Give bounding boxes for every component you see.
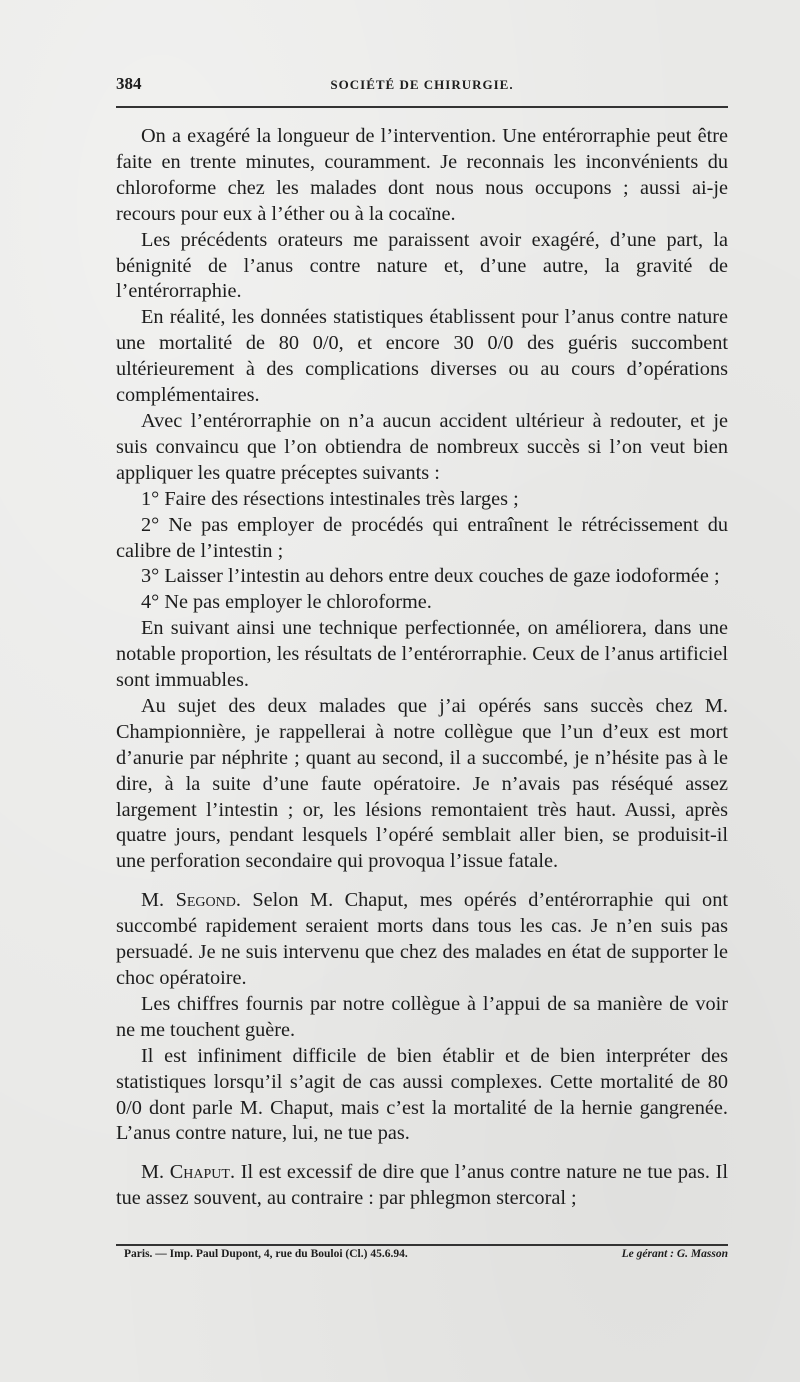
speech-text: Il est excessif de dire que l’anus contre nature ne tue pas. Il tue assez souvent, au contraire : par phlegmon stercoral ;	[116, 1161, 728, 1210]
paragraph: Les chiffres fournis par notre collègue à l’appui de sa manière de voir ne me touchent guère.	[116, 992, 728, 1041]
running-title: SOCIÉTÉ DE CHIRURGIE.	[330, 77, 514, 92]
paragraph: On a exagéré la longueur de l’intervention. Une entérorraphie peut être faite en trente minutes, couramment. Je reconnais les inconvénients du chloroforme chez les malades dont nous nous occupons ; aussi ai-je recours pour eux à l’éther ou à la cocaïne.	[116, 125, 728, 225]
list-item-precept-3: 3° Laisser l’intestin au dehors entre deux couches de gaze iodoformée ;	[141, 565, 720, 588]
paragraph: En suivant ainsi une technique perfectionnée, on améliorera, dans une notable proportion, les résultats de l’entérorraphie. Ceux de l’anus artificiel sont immuables.	[116, 617, 728, 692]
running-head	[116, 74, 728, 98]
manager-line: Le gérant : G. Masson	[621, 1248, 728, 1260]
footer-rule	[116, 1244, 728, 1246]
list-item-precept-2: 2° Ne pas employer de procédés qui entraînent le rétrécissement du calibre de l’intestin ;	[116, 513, 728, 562]
speech-text: Selon M. Chaput, mes opérés d’entérorraphie qui ont succombé rapidement seraient morts dans tous les cas. Je n’en suis pas persuadé. Je ne suis intervenu que chez des malades en état de supporter le choc opératoire.	[116, 889, 728, 989]
paragraph: Les précédents orateurs me paraissent avoir exagéré, d’une part, la bénignité de l’anus contre nature et, d’une autre, la gravité de l’entérorraphie.	[116, 228, 728, 303]
segond-intervention	[116, 888, 728, 992]
header-rule	[116, 106, 728, 108]
list-item-precept-1: 1° Faire des résections intestinales très larges ;	[141, 487, 519, 510]
paragraph: Au sujet des deux malades que j’ai opérés sans succès chez M. Championnière, je rappellerai à notre collègue que l’un d’eux est mort d’anurie par néphrite ; quant au second, il a succombé, je n’hésite pas à le dire, à la suite d’une faute opératoire. Je n’avais pas réséqué assez largement l’intestin ; or, les lésions remontaient très haut. Aussi, après quatre jours, pendant lesquels l’opéré semblait aller bien, se produisit-il une perforation secondaire qui provoqua l’issue fatale.	[116, 694, 728, 873]
body-text	[116, 124, 728, 1212]
paragraph: Avec l’entérorraphie on n’a aucun accident ultérieur à redouter, et je suis convaincu que l’on obtiendra de nombreux succès si l’on veut bien appliquer les quatre préceptes suivants :	[116, 409, 728, 484]
printer-imprint: Paris. — Imp. Paul Dupont, 4, rue du Bouloi (Cl.) 45.6.94.	[124, 1248, 408, 1260]
list-item-precept-4: 4° Ne pas employer le chloroforme.	[141, 591, 432, 614]
speaker-name: M. Chaput.	[141, 1161, 236, 1184]
page-number: 384	[116, 74, 142, 93]
chaput-intervention	[116, 1160, 728, 1212]
paragraph: En réalité, les données statistiques établissent pour l’anus contre nature une mortalité de 80 0/0, et encore 30 0/0 des guéris succombent ultérieurement à des complications diverses ou au cours d’opérations complémentaires.	[116, 306, 728, 407]
paragraph: Il est infiniment difficile de bien établir et de bien interpréter des statistiques lorsqu’il s’agit de cas aussi complexes. Cette mortalité de 80 0/0 dont parle M. Chaput, mais c’est la mortalité de la hernie gangrenée. L’anus contre nature, lui, ne tue pas.	[116, 1044, 728, 1145]
speaker-name: M. Segond.	[141, 889, 241, 912]
